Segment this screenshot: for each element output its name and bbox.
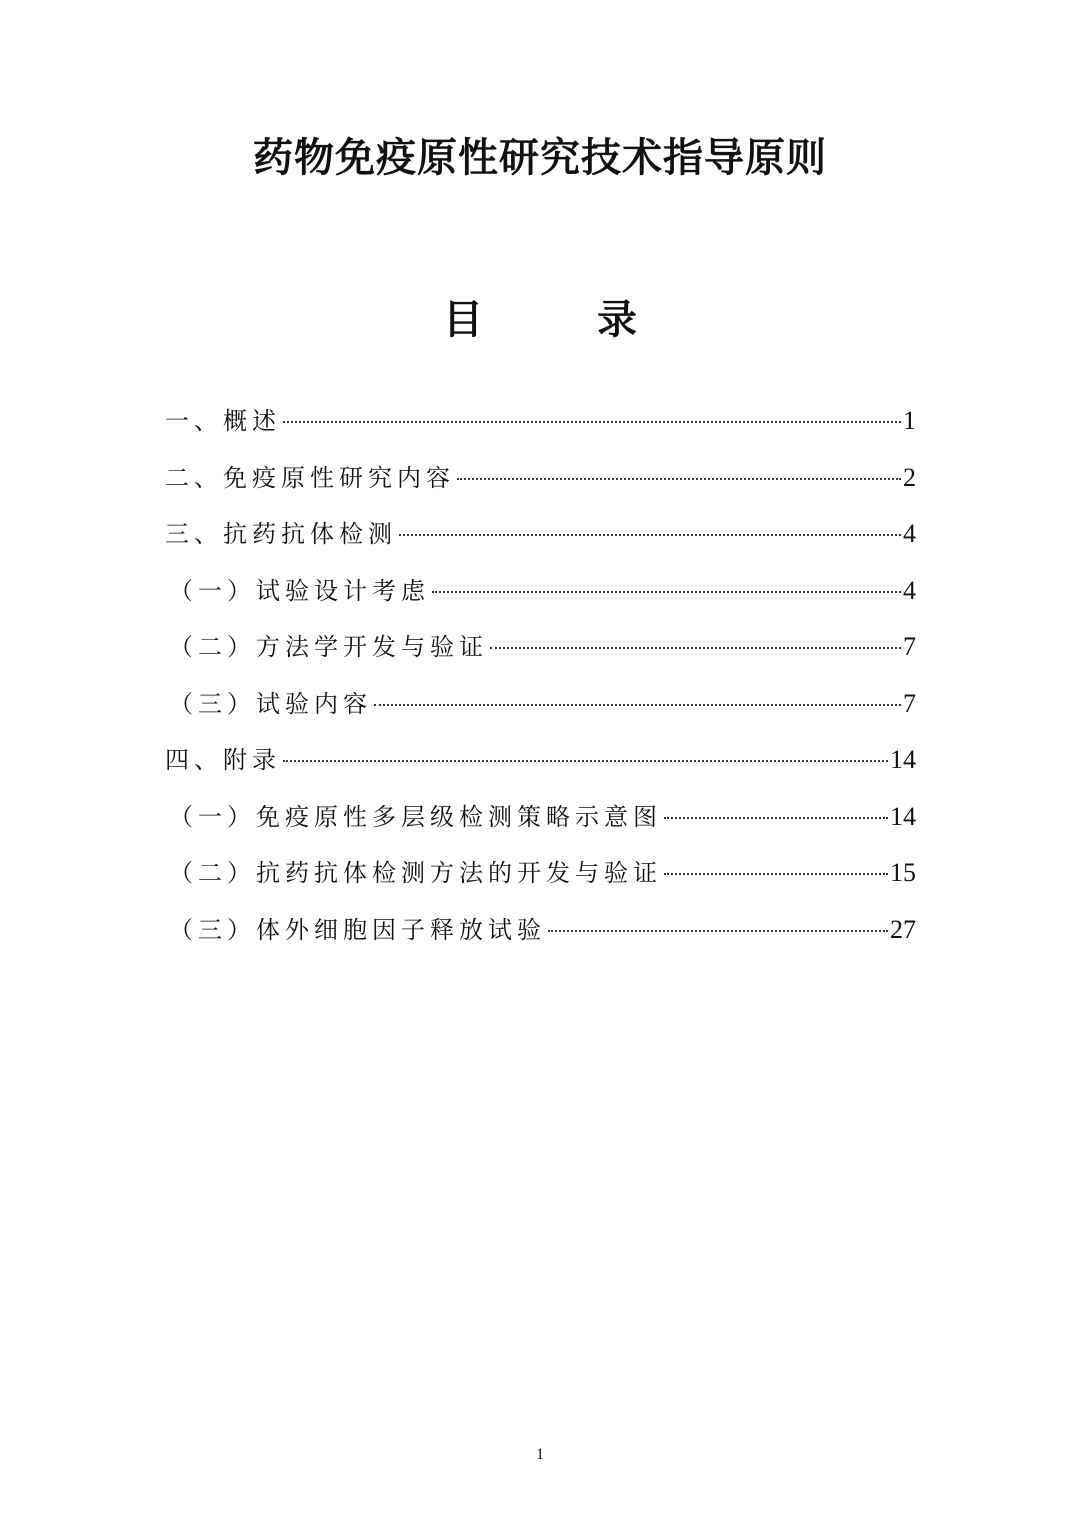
toc-entry-page: 14 [890, 745, 916, 774]
toc-entry-page: 14 [890, 801, 916, 831]
toc-entry-page: 2 [903, 462, 916, 492]
toc-entry-label: （二）抗药抗体检测方法的开发与验证 [169, 859, 662, 887]
toc-entry-label: （一）免疫原性多层级检测策略示意图 [169, 802, 662, 831]
toc-leader-dots [283, 421, 901, 423]
toc-leader-dots [664, 873, 888, 875]
toc-entry-research-content[interactable] [165, 450, 916, 507]
toc-entry-ada-method[interactable] [165, 845, 916, 902]
toc-leader-dots [432, 591, 901, 593]
toc-entry-trial-content[interactable] [165, 676, 916, 733]
toc-entry-overview[interactable] [165, 393, 916, 450]
toc-entry-page: 15 [890, 858, 916, 887]
toc-entry-appendix[interactable] [165, 732, 916, 789]
toc-leader-dots [490, 647, 901, 649]
toc-leader-dots [548, 930, 888, 932]
toc-leader-dots [664, 817, 888, 819]
toc-leader-dots [283, 760, 888, 762]
toc-entry-label: （三）体外细胞因子释放试验 [169, 915, 546, 944]
toc-entry-page: 7 [903, 632, 916, 661]
toc-entry-page: 7 [903, 688, 916, 718]
toc-entry-method-development[interactable] [165, 619, 916, 676]
toc-leader-dots [457, 478, 901, 480]
toc-leader-dots [374, 704, 901, 706]
document-title: 药物免疫原性研究技术指导原则 [253, 134, 827, 181]
toc-entry-tiered-strategy[interactable] [165, 789, 916, 846]
toc-entry-page: 4 [903, 575, 916, 605]
toc-entry-page: 4 [903, 519, 916, 548]
toc-entry-label: （二）方法学开发与验证 [169, 633, 488, 661]
toc-entry-label: 四、附录 [165, 746, 281, 774]
table-of-contents [165, 393, 916, 958]
toc-leader-dots [399, 534, 901, 536]
toc-entry-page: 1 [903, 406, 916, 435]
toc-entry-cytokine-release[interactable] [165, 902, 916, 959]
toc-entry-label: 二、免疫原性研究内容 [165, 463, 455, 492]
toc-entry-label: （三）试验内容 [169, 689, 372, 718]
toc-entry-ada-detection[interactable] [165, 506, 916, 563]
toc-entry-label: （一）试验设计考虑 [169, 576, 430, 605]
page-number: 1 [536, 1446, 544, 1463]
toc-entry-label: 三、抗药抗体检测 [165, 520, 397, 548]
toc-entry-trial-design[interactable] [165, 563, 916, 620]
toc-entry-page: 27 [890, 914, 916, 944]
toc-heading: 目 录 [443, 296, 687, 343]
toc-entry-label: 一、概述 [165, 407, 281, 435]
